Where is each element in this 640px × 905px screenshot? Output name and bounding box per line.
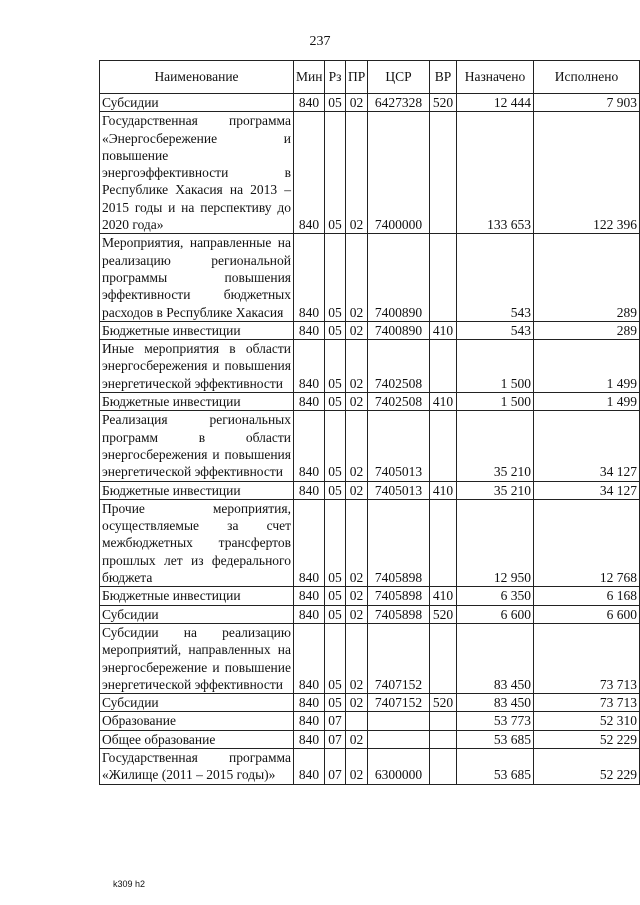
col-header-min: Мин [294, 61, 325, 94]
cell-ispolneno: 52 310 [534, 712, 640, 730]
cell-ispolneno: 12 768 [534, 499, 640, 586]
cell-rz: 05 [325, 587, 346, 605]
cell-naznacheno: 53 773 [457, 712, 534, 730]
table-row [100, 481, 640, 499]
cell-csr: 7407152 [368, 694, 430, 712]
cell-min: 840 [294, 587, 325, 605]
cell-vr [430, 340, 457, 393]
cell-csr: 7405898 [368, 499, 430, 586]
cell-name: Государственная программа «Энергосбережение и повышение энергоэффективности в Республике Хакасия на 2013 – 2015 годы и на перспективу до 2020 года» [100, 112, 294, 234]
cell-min: 840 [294, 730, 325, 748]
footer-code: k309 h2 [113, 879, 146, 889]
cell-rz: 05 [325, 321, 346, 339]
cell-name: Прочие мероприятия, осуществляемые за счет межбюджетных трансфертов прошлых лет из федерального бюджета [100, 499, 294, 586]
table-row [100, 393, 640, 411]
cell-naznacheno: 53 685 [457, 748, 534, 784]
cell-pr: 02 [346, 623, 368, 693]
table-row [100, 712, 640, 730]
table-row [100, 587, 640, 605]
cell-min: 840 [294, 393, 325, 411]
cell-ispolneno: 52 229 [534, 748, 640, 784]
cell-min: 840 [294, 481, 325, 499]
cell-pr: 02 [346, 481, 368, 499]
cell-pr: 02 [346, 499, 368, 586]
cell-csr [368, 712, 430, 730]
cell-naznacheno: 53 685 [457, 730, 534, 748]
cell-name: Субсидии [100, 694, 294, 712]
cell-csr: 7405013 [368, 411, 430, 481]
cell-csr: 6427328 [368, 94, 430, 112]
cell-ispolneno: 289 [534, 234, 640, 321]
page-number: 237 [309, 34, 331, 49]
cell-naznacheno: 133 653 [457, 112, 534, 234]
cell-vr: 410 [430, 393, 457, 411]
table-row [100, 605, 640, 623]
cell-vr [430, 411, 457, 481]
cell-naznacheno: 1 500 [457, 393, 534, 411]
cell-naznacheno: 6 600 [457, 605, 534, 623]
cell-rz: 05 [325, 94, 346, 112]
table-row [100, 694, 640, 712]
cell-rz: 05 [325, 393, 346, 411]
cell-ispolneno: 6 168 [534, 587, 640, 605]
table-row [100, 340, 640, 393]
cell-csr: 7405013 [368, 481, 430, 499]
cell-min: 840 [294, 411, 325, 481]
cell-vr [430, 234, 457, 321]
table-row [100, 730, 640, 748]
cell-vr: 520 [430, 694, 457, 712]
col-header-ispolneno: Исполнено [534, 61, 640, 94]
cell-rz: 05 [325, 481, 346, 499]
cell-csr: 7405898 [368, 605, 430, 623]
cell-pr: 02 [346, 730, 368, 748]
cell-naznacheno: 83 450 [457, 623, 534, 693]
table-row [100, 234, 640, 321]
cell-csr: 7400890 [368, 321, 430, 339]
cell-naznacheno: 35 210 [457, 481, 534, 499]
cell-naznacheno: 35 210 [457, 411, 534, 481]
cell-min: 840 [294, 605, 325, 623]
cell-name: Государственная программа «Жилище (2011 – 2015 годы)» [100, 748, 294, 784]
table-header-row [100, 61, 640, 94]
col-header-pr: ПР [346, 61, 368, 94]
cell-ispolneno: 6 600 [534, 605, 640, 623]
cell-rz: 05 [325, 112, 346, 234]
cell-naznacheno: 12 444 [457, 94, 534, 112]
cell-name: Бюджетные инвестиции [100, 587, 294, 605]
cell-pr: 02 [346, 393, 368, 411]
cell-pr: 02 [346, 605, 368, 623]
cell-ispolneno: 73 713 [534, 623, 640, 693]
cell-name: Образование [100, 712, 294, 730]
cell-name: Бюджетные инвестиции [100, 393, 294, 411]
cell-ispolneno: 73 713 [534, 694, 640, 712]
cell-pr: 02 [346, 694, 368, 712]
table-row [100, 411, 640, 481]
cell-naznacheno: 83 450 [457, 694, 534, 712]
cell-ispolneno: 1 499 [534, 340, 640, 393]
cell-rz: 07 [325, 748, 346, 784]
cell-min: 840 [294, 623, 325, 693]
col-header-rz: Рз [325, 61, 346, 94]
cell-csr: 7400000 [368, 112, 430, 234]
cell-pr: 02 [346, 340, 368, 393]
cell-ispolneno: 34 127 [534, 411, 640, 481]
cell-rz: 05 [325, 411, 346, 481]
cell-name: Бюджетные инвестиции [100, 481, 294, 499]
cell-ispolneno: 289 [534, 321, 640, 339]
cell-csr: 7405898 [368, 587, 430, 605]
cell-pr: 02 [346, 411, 368, 481]
cell-pr: 02 [346, 112, 368, 234]
cell-csr [368, 730, 430, 748]
cell-vr: 410 [430, 481, 457, 499]
cell-vr: 410 [430, 587, 457, 605]
table-row [100, 94, 640, 112]
cell-vr: 520 [430, 94, 457, 112]
cell-rz: 05 [325, 694, 346, 712]
cell-naznacheno: 1 500 [457, 340, 534, 393]
cell-ispolneno: 52 229 [534, 730, 640, 748]
cell-pr: 02 [346, 321, 368, 339]
cell-vr [430, 748, 457, 784]
cell-rz: 07 [325, 712, 346, 730]
cell-naznacheno: 543 [457, 234, 534, 321]
cell-vr [430, 499, 457, 586]
col-header-naznacheno: Назначено [457, 61, 534, 94]
cell-min: 840 [294, 712, 325, 730]
cell-csr: 7402508 [368, 393, 430, 411]
col-header-name: Наименование [100, 61, 294, 94]
cell-name: Мероприятия, направленные на реализацию региональной программы повышения эффективности бюджетных расходов в Республике Хакасия [100, 234, 294, 321]
col-header-vr: ВР [430, 61, 457, 94]
cell-min: 840 [294, 499, 325, 586]
cell-name: Субсидии на реализацию мероприятий, направленных на энергосбережение и повышение энергетической эффективности [100, 623, 294, 693]
cell-ispolneno: 1 499 [534, 393, 640, 411]
cell-rz: 07 [325, 730, 346, 748]
cell-rz: 05 [325, 234, 346, 321]
cell-csr: 7402508 [368, 340, 430, 393]
table-row [100, 623, 640, 693]
table-row [100, 321, 640, 339]
cell-min: 840 [294, 234, 325, 321]
cell-min: 840 [294, 112, 325, 234]
cell-rz: 05 [325, 605, 346, 623]
cell-name: Бюджетные инвестиции [100, 321, 294, 339]
cell-name: Общее образование [100, 730, 294, 748]
cell-ispolneno: 7 903 [534, 94, 640, 112]
cell-pr: 02 [346, 748, 368, 784]
cell-csr: 7400890 [368, 234, 430, 321]
cell-vr [430, 712, 457, 730]
cell-pr: 02 [346, 94, 368, 112]
cell-ispolneno: 122 396 [534, 112, 640, 234]
col-header-csr: ЦСР [368, 61, 430, 94]
table-row [100, 499, 640, 586]
cell-pr [346, 712, 368, 730]
cell-ispolneno: 34 127 [534, 481, 640, 499]
cell-rz: 05 [325, 499, 346, 586]
cell-min: 840 [294, 94, 325, 112]
cell-naznacheno: 6 350 [457, 587, 534, 605]
cell-min: 840 [294, 340, 325, 393]
cell-rz: 05 [325, 340, 346, 393]
cell-pr: 02 [346, 234, 368, 321]
cell-vr [430, 623, 457, 693]
cell-naznacheno: 543 [457, 321, 534, 339]
cell-pr: 02 [346, 587, 368, 605]
cell-csr: 7407152 [368, 623, 430, 693]
cell-name: Субсидии [100, 605, 294, 623]
cell-name: Реализация региональных программ в области энергосбережения и повышения энергетической эффективности [100, 411, 294, 481]
cell-naznacheno: 12 950 [457, 499, 534, 586]
table-row [100, 112, 640, 234]
cell-vr [430, 730, 457, 748]
cell-vr [430, 112, 457, 234]
cell-name: Иные мероприятия в области энергосбережения и повышения энергетической эффективности [100, 340, 294, 393]
cell-min: 840 [294, 694, 325, 712]
cell-vr: 520 [430, 605, 457, 623]
cell-rz: 05 [325, 623, 346, 693]
cell-min: 840 [294, 321, 325, 339]
table-row [100, 748, 640, 784]
cell-csr: 6300000 [368, 748, 430, 784]
cell-min: 840 [294, 748, 325, 784]
cell-name: Субсидии [100, 94, 294, 112]
cell-vr: 410 [430, 321, 457, 339]
budget-table [99, 60, 640, 785]
